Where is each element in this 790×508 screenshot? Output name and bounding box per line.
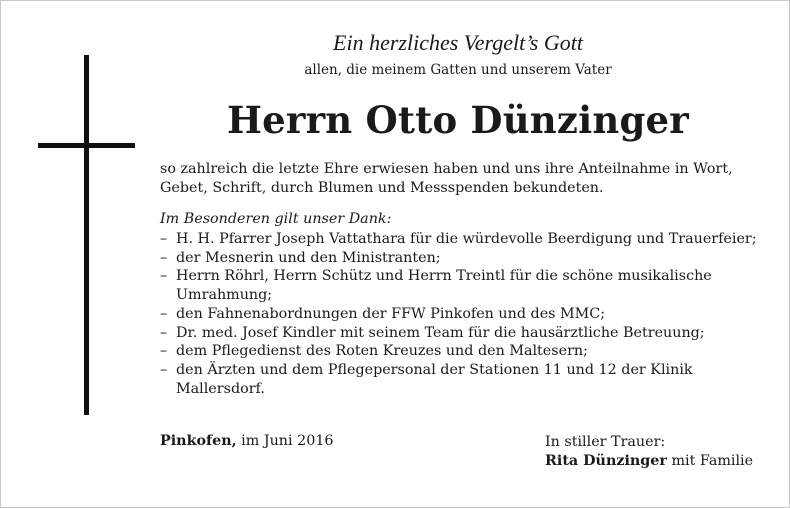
mourning-label: In stiller Trauer: bbox=[545, 434, 666, 450]
list-item bbox=[160, 342, 760, 361]
list-dash: – bbox=[160, 305, 168, 322]
list-item-text: H. H. Pfarrer Joseph Vattathara für die würdevolle Beerdigung und Trauerfeier; bbox=[176, 231, 757, 247]
list-item bbox=[160, 230, 760, 249]
mourner-suffix: mit Familie bbox=[666, 452, 754, 469]
thanks-list bbox=[160, 230, 760, 398]
list-item bbox=[160, 305, 760, 324]
list-item bbox=[160, 324, 760, 343]
list-item bbox=[160, 361, 760, 398]
list-item-text: der Mesnerin und den Ministranten; bbox=[176, 249, 441, 266]
deceased-name: Herrn Otto Dünzinger bbox=[226, 98, 689, 142]
place-date bbox=[160, 433, 334, 449]
mourner-line bbox=[545, 452, 753, 471]
intro-heading: Ein herzliches Vergelt’s Gott bbox=[333, 30, 583, 55]
list-item-text: Herrn Röhrl, Herrn Schütz und Herrn Treintl für die schöne musikalische Umrahmung; bbox=[176, 268, 712, 304]
cross-horizontal-bar bbox=[38, 143, 135, 148]
list-dash: – bbox=[160, 268, 168, 285]
list-dash: – bbox=[160, 324, 168, 341]
list-dash: – bbox=[160, 343, 168, 360]
thanks-paragraph: so zahlreich die letzte Ehre erwiesen haben und uns ihre Anteilnahme in Wort, Gebet, Schrift, durch Blumen und Messspenden bekundeten. bbox=[160, 161, 733, 196]
mourner-name: Rita Dünzinger bbox=[545, 452, 667, 469]
list-item bbox=[160, 249, 760, 268]
cross-vertical-bar bbox=[84, 55, 89, 415]
list-item bbox=[160, 267, 760, 304]
mourners-signature bbox=[545, 433, 753, 470]
list-item-text: Dr. med. Josef Kindler mit seinem Team für die hausärztliche Betreuung; bbox=[176, 324, 705, 341]
intro-subline: allen, die meinem Gatten und unserem Vater bbox=[304, 62, 612, 78]
list-item-text: den Fahnenabordnungen der FFW Pinkofen und des MMC; bbox=[176, 305, 606, 322]
thanks-intro: Im Besonderen gilt unser Dank: bbox=[160, 211, 392, 227]
place-name: Pinkofen, bbox=[160, 433, 237, 449]
list-item-text: den Ärzten und dem Pflegepersonal der Stationen 11 und 12 der Klinik Mallersdorf. bbox=[176, 361, 693, 397]
date-text: im Juni 2016 bbox=[236, 433, 334, 449]
list-item-text: dem Pflegedienst des Roten Kreuzes und den Maltesern; bbox=[176, 343, 588, 360]
list-dash: – bbox=[160, 231, 168, 247]
list-dash: – bbox=[160, 361, 168, 378]
list-dash: – bbox=[160, 249, 168, 266]
